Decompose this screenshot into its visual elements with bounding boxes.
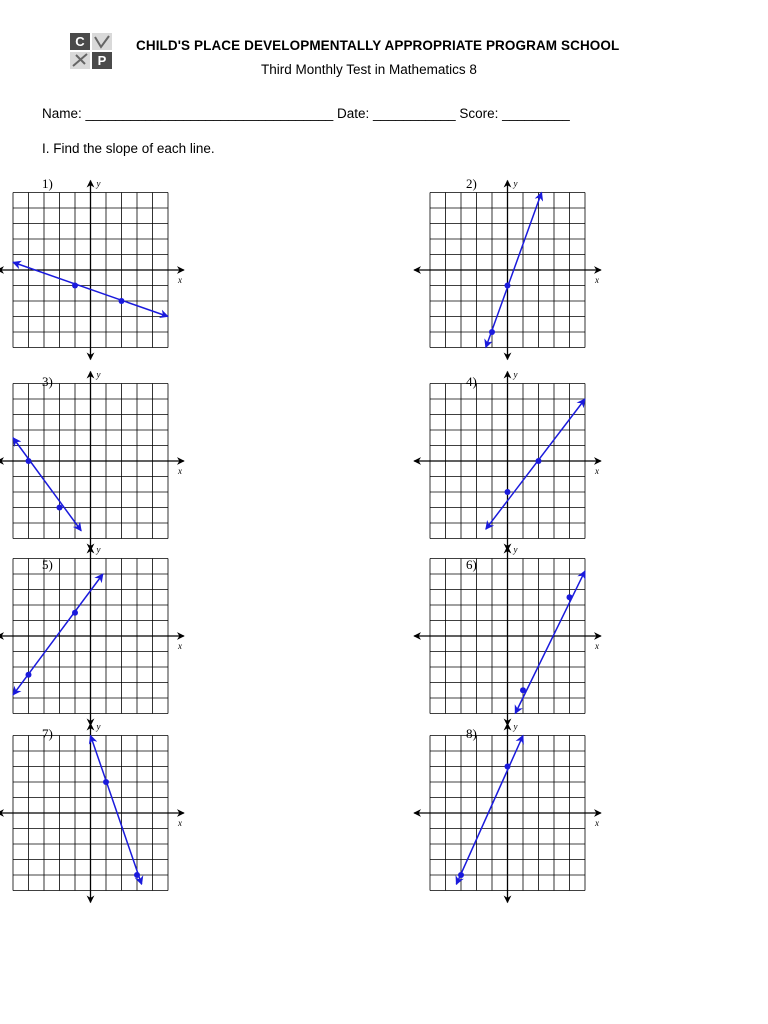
problem-number: 2)	[466, 176, 477, 191]
marked-point	[103, 779, 109, 785]
school-logo	[70, 33, 112, 69]
school-name: CHILD'S PLACE DEVELOPMENTALLY APPROPRIATE PROGRAM SCHOOL	[136, 38, 620, 53]
marked-point	[26, 672, 32, 678]
coordinate-grid-7	[12, 721, 202, 906]
y-axis-label: y	[513, 369, 518, 380]
marked-point	[536, 458, 542, 464]
problem-number: 7)	[42, 726, 53, 741]
y-axis-label: y	[96, 544, 101, 555]
instruction: I. Find the slope of each line.	[42, 141, 215, 156]
marked-point	[567, 594, 573, 600]
logo-letter-c: C	[75, 34, 85, 49]
plotted-line	[91, 736, 142, 885]
marked-point	[489, 329, 495, 335]
marked-point	[505, 489, 511, 495]
marked-point	[505, 764, 511, 770]
x-axis-label: x	[595, 818, 599, 828]
plotted-line	[13, 438, 81, 531]
y-axis-label: y	[513, 178, 518, 189]
marked-point	[72, 610, 78, 616]
plotted-line	[486, 399, 585, 529]
marked-point	[72, 283, 78, 289]
coordinate-grid-4	[429, 369, 619, 554]
problem-number: 8)	[466, 726, 477, 741]
x-axis-label: x	[178, 641, 182, 651]
problem-number: 4)	[466, 374, 477, 389]
marked-point	[458, 872, 464, 878]
coordinate-grid-3	[12, 369, 202, 554]
coordinate-grid-1	[12, 178, 202, 363]
logo-letter-p: P	[97, 53, 107, 68]
coordinate-grid-5	[12, 544, 202, 729]
y-axis-label: y	[96, 721, 101, 732]
problem-number: 5)	[42, 557, 53, 572]
x-axis-label: x	[178, 818, 182, 828]
x-axis-label: x	[595, 275, 599, 285]
x-axis-label: x	[178, 275, 182, 285]
problem-number: 6)	[466, 557, 477, 572]
y-axis-label: y	[96, 178, 101, 189]
plotted-line	[515, 571, 585, 714]
marked-point	[26, 458, 32, 464]
problem-number: 3)	[42, 374, 53, 389]
marked-point	[134, 872, 140, 878]
y-axis-label: y	[513, 721, 518, 732]
problem-number: 1)	[42, 176, 53, 191]
coordinate-grid-8	[429, 721, 619, 906]
y-axis-label: y	[96, 369, 101, 380]
plotted-line	[456, 736, 523, 885]
marked-point	[119, 298, 125, 304]
name-date-score-line: Name: _________________________________ Date: ___________ Score: _________	[42, 106, 570, 121]
marked-point	[520, 687, 526, 693]
coordinate-grid-2	[429, 178, 619, 363]
y-axis-label: y	[513, 544, 518, 555]
x-axis-label: x	[178, 466, 182, 476]
marked-point	[57, 505, 63, 511]
x-axis-label: x	[595, 466, 599, 476]
x-axis-label: x	[595, 641, 599, 651]
test-title: Third Monthly Test in Mathematics 8	[261, 62, 477, 77]
coordinate-grid-6	[429, 544, 619, 729]
marked-point	[505, 283, 511, 289]
